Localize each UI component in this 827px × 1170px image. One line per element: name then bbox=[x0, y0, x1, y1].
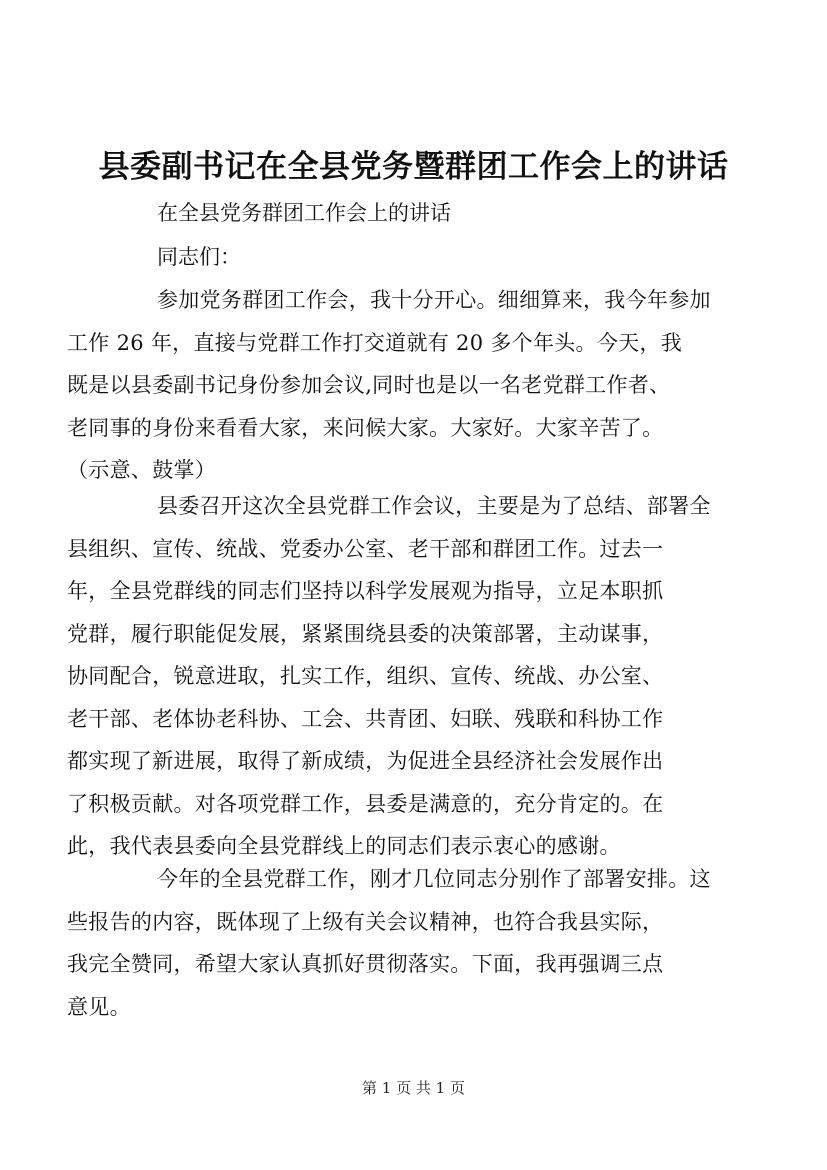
paragraph-line: 都实现了新进展，取得了新成绩，为促进全县经济社会发展作出 bbox=[67, 749, 664, 773]
paragraph-line: 老同事的身份来看看大家，来问候大家。大家好。大家辛苦了。 bbox=[67, 415, 664, 440]
paragraph-line: 既是以县委副书记身份参加会议,同时也是以一名老党群工作者、 bbox=[67, 373, 671, 397]
paragraph-line: 意见。 bbox=[67, 994, 131, 1019]
document-title: 县委副书记在全县党务暨群团工作会上的讲话 bbox=[98, 149, 729, 185]
paragraph-line: 党群，履行职能促发展，紧紧围绕县委的决策部署，主动谋事， bbox=[67, 621, 664, 646]
paragraph-line: 老干部、老体协老科协、工会、共青团、妇联、残联和科协工作 bbox=[67, 706, 664, 731]
paragraph-line: （示意、鼓掌） bbox=[67, 458, 217, 482]
paragraph-line: 些报告的内容，既体现了上级有关会议精神，也符合我县实际， bbox=[67, 909, 664, 934]
paragraph-line: 县组织、宣传、统战、党委办公室、老干部和群团工作。过去一 bbox=[67, 536, 664, 561]
paragraph-line: 此，我代表县委向全县党群线上的同志们表示衷心的感谢。 bbox=[67, 834, 621, 858]
paragraph-line: 今年的全县党群工作，刚才几位同志分别作了部署安排。这 bbox=[157, 867, 711, 891]
paragraph-line: 了积极贡献。对各项党群工作，县委是满意的，充分肯定的。在 bbox=[67, 791, 664, 816]
paragraph-line: 参加党务群团工作会，我十分开心。细细算来，我今年参加 bbox=[157, 288, 711, 312]
paragraph-line: 工作 26 年，直接与党群工作打交道就有 20 多个年头。今天，我 bbox=[67, 330, 683, 355]
document-subtitle: 在全县党务群团工作会上的讲话 bbox=[157, 201, 451, 225]
paragraph-line: 年，全县党群线的同志们坚持以科学发展观为指导，立足本职抓 bbox=[67, 579, 664, 603]
paragraph-3 bbox=[67, 858, 740, 1028]
paragraph-2 bbox=[67, 485, 740, 868]
page-number-footer: 第 1 页 共 1 页 bbox=[362, 1079, 465, 1097]
paragraph-line: 协同配合，锐意进取，扎实工作，组织、宣传、统战、办公室、 bbox=[67, 664, 664, 688]
paragraph-1 bbox=[67, 279, 740, 492]
salutation: 同志们： bbox=[157, 245, 241, 269]
paragraph-line: 我完全赞同，希望大家认真抓好贯彻落实。下面，我再强调三点 bbox=[67, 952, 664, 976]
paragraph-line: 县委召开这次全县党群工作会议，主要是为了总结、部署全 bbox=[157, 494, 711, 518]
